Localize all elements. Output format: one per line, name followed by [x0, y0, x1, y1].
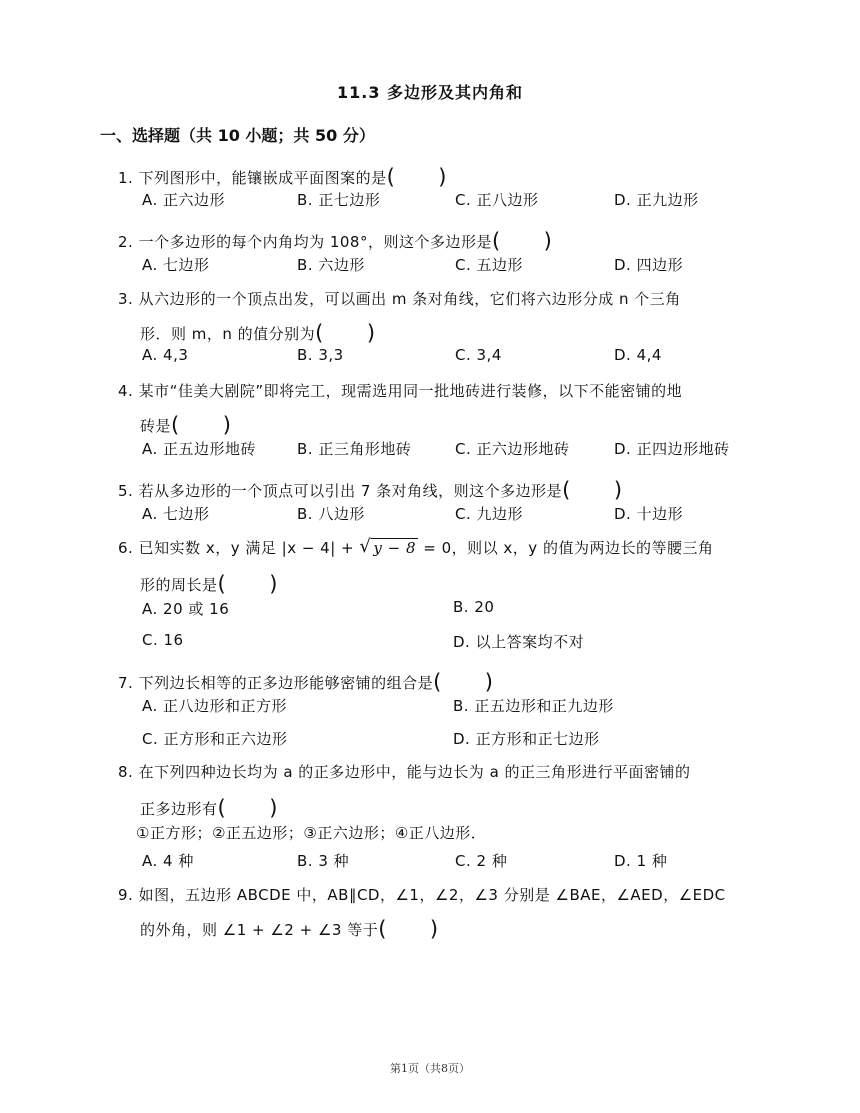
q4-option-a: A. 正五边形地砖 — [142, 440, 257, 458]
answer-paren: ( ) — [386, 165, 447, 189]
page-footer: 第1页（共8页） — [390, 1062, 470, 1075]
q2-option-b: B. 六边形 — [297, 256, 365, 274]
question-8-stem-cont: 正多边形有( ) — [140, 791, 278, 821]
q6-option-c: C. 16 — [142, 631, 184, 649]
q3-option-b: B. 3,3 — [297, 346, 344, 364]
q4-option-b: B. 正三角形地砖 — [297, 440, 412, 458]
question-5-stem: 5. 若从多边形的一个顶点可以引出 7 条对角线，则这个多边形是( ) — [118, 473, 623, 503]
question-1-stem: 1. 下列图形中，能镶嵌成平面图案的是( ) — [118, 160, 447, 190]
q1-option-c: C. 正八边形 — [455, 191, 539, 209]
q6-option-d: D. 以上答案均不对 — [453, 633, 585, 651]
q8-option-b: B. 3 种 — [297, 852, 350, 870]
q3-option-a: A. 4,3 — [142, 346, 189, 364]
q1-option-a: A. 正六边形 — [142, 191, 226, 209]
question-7-stem: 7. 下列边长相等的正多边形能够密铺的组合是( ) — [118, 665, 493, 695]
q3-option-d: D. 4,4 — [614, 346, 662, 364]
q7-option-b: B. 正五边形和正九边形 — [453, 697, 614, 715]
square-root-expression: √ y − 8 — [359, 539, 418, 557]
q7-option-c: C. 正方形和正六边形 — [142, 730, 288, 748]
q8-option-d: D. 1 种 — [614, 852, 668, 870]
q2-option-a: A. 七边形 — [142, 256, 210, 274]
question-6-stem-cont: 形的周长是( ) — [140, 567, 278, 597]
q5-option-b: B. 八边形 — [297, 505, 365, 523]
q5-option-a: A. 七边形 — [142, 505, 210, 523]
q7-option-a: A. 正八边形和正方形 — [142, 697, 288, 715]
answer-paren: ( ) — [217, 796, 278, 820]
question-4-stem-cont: 砖是( ) — [140, 408, 231, 438]
question-9-stem: 9. 如图，五边形 ABCDE 中，AB∥CD，∠1，∠2，∠3 分别是 ∠BAE，∠AED，∠EDC — [118, 886, 726, 904]
q5-option-c: C. 九边形 — [455, 505, 524, 523]
q6-option-b: B. 20 — [453, 598, 495, 616]
section-heading: 一、选择题（共 10 小题；共 50 分） — [100, 126, 375, 145]
question-6-stem: 6. 已知实数 x，y 满足 |x − 4| + √ y − 8 = 0，则以 x，y 的值为两边长的等腰三角 — [118, 537, 713, 558]
q1-option-d: D. 正九边形 — [614, 191, 699, 209]
answer-paren: ( ) — [378, 917, 439, 941]
q4-option-d: D. 正四边形地砖 — [614, 440, 730, 458]
q2-option-d: D. 四边形 — [614, 256, 684, 274]
question-8-choices-list: ①正方形；②正五边形；③正六边形；④正八边形． — [136, 824, 487, 842]
answer-paren: ( ) — [562, 478, 623, 502]
q8-option-a: A. 4 种 — [142, 852, 194, 870]
q7-option-d: D. 正方形和正七边形 — [453, 730, 600, 748]
answer-paren: ( ) — [217, 572, 278, 596]
page-title: 11.3 多边形及其内角和 — [336, 83, 524, 102]
answer-paren: ( ) — [315, 321, 376, 345]
answer-paren: ( ) — [171, 413, 232, 437]
answer-paren: ( ) — [433, 670, 494, 694]
question-8-stem: 8. 在下列四种边长均为 a 的正多边形中，能与边长为 a 的正三角形进行平面密铺的 — [118, 763, 691, 781]
q3-option-c: C. 3,4 — [455, 346, 502, 364]
q4-option-c: C. 正六边形地砖 — [455, 440, 570, 458]
answer-paren: ( ) — [491, 229, 553, 253]
q1-option-b: B. 正七边形 — [297, 191, 381, 209]
question-9-stem-cont: 的外角，则 ∠1 + ∠2 + ∠3 等于( ) — [140, 912, 439, 942]
question-4-stem: 4. 某市“佳美大剧院”即将完工，现需选用同一批地砖进行装修，以下不能密铺的地 — [118, 382, 683, 400]
q2-option-c: C. 五边形 — [455, 256, 524, 274]
q5-option-d: D. 十边形 — [614, 505, 684, 523]
question-3-stem: 3. 从六边形的一个顶点出发，可以画出 m 条对角线，它们将六边形分成 n 个三角 — [118, 290, 681, 308]
question-3-stem-cont: 形．则 m，n 的值分别为( ) — [140, 316, 376, 346]
question-2-stem: 2. 一个多边形的每个内角均为 108°，则这个多边形是( ) — [118, 224, 552, 254]
q6-option-a: A. 20 或 16 — [142, 600, 230, 618]
q8-option-c: C. 2 种 — [455, 852, 508, 870]
